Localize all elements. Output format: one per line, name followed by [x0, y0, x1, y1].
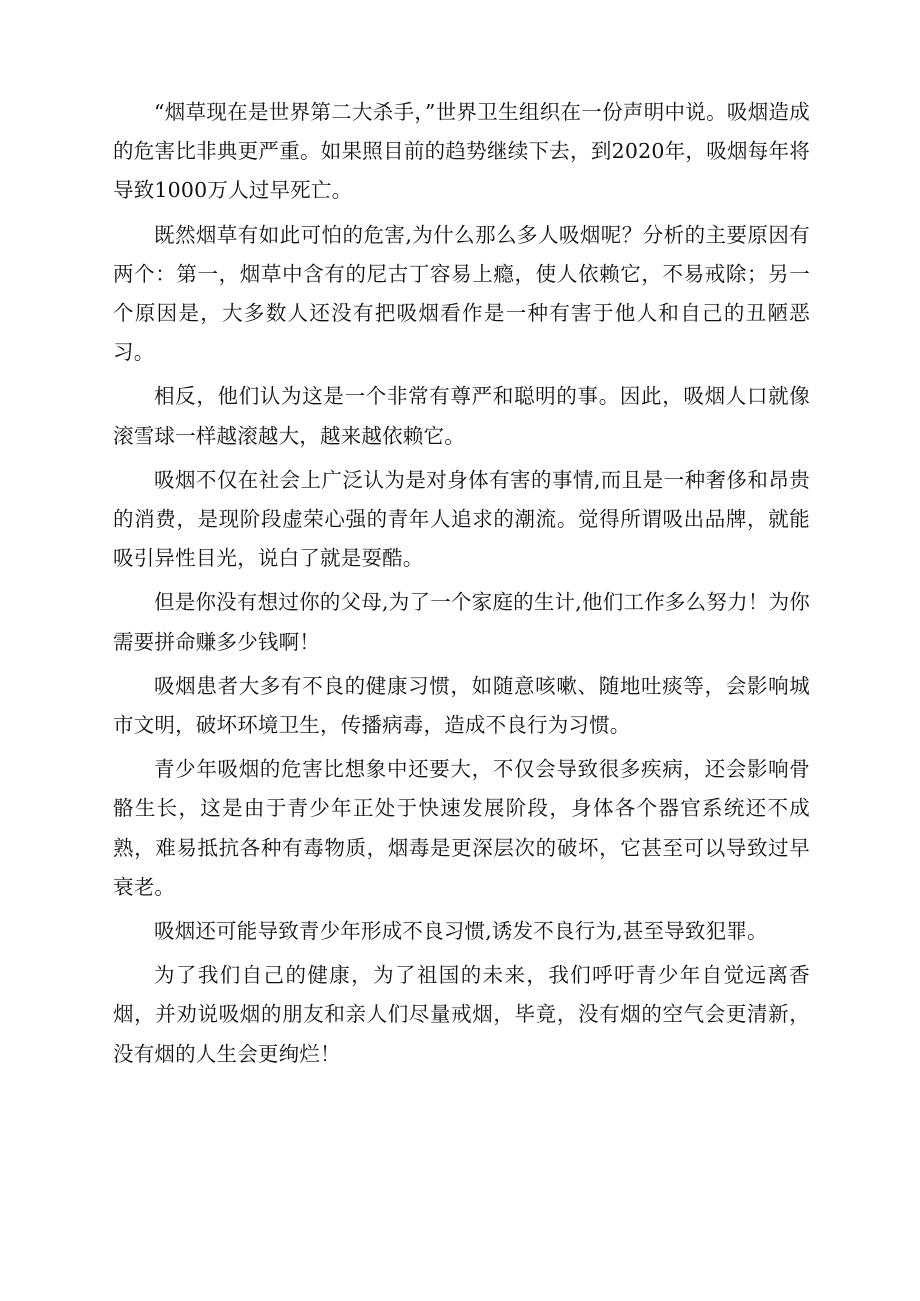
paragraph-5: 但是你没有想过你的父母,为了一个家庭的生计,他们工作多么努力！为你需要拼命赚多少钱啊！: [113, 590, 810, 654]
paragraph-1: “烟草现在是世界第二大杀手，”世界卫生组织在一份声明中说。吸烟造成的危害比非典更严重。如果照目前的趋势继续下去，到2020年，吸烟每年将导致1000万人过早死亡。: [113, 100, 810, 203]
paragraph-7: 青少年吸烟的危害比想象中还要大，不仅会导致很多疾病，还会影响骨骼生长，这是由于青少年正处于快速发展阶段，身体各个器官系统还不成熟，难易抵抗各种有毒物质，烟毒是更深层次的破坏，它甚至可以导致过早衰老。: [113, 757, 810, 899]
document-body: [113, 93, 810, 1079]
paragraph-9: 为了我们自己的健康，为了祖国的未来，我们呼吁青少年自觉远离香烟，并劝说吸烟的朋友和亲人们尽量戒烟，毕竟，没有烟的空气会更清新，没有烟的人生会更绚烂！: [113, 963, 810, 1066]
paragraph-2: 既然烟草有如此可怕的危害,为什么那么多人吸烟呢？分析的主要原因有两个：第一，烟草中含有的尼古丁容易上瘾，使人依赖它，不易戒除；另一个原因是，大多数人还没有把吸烟看作是一种有害于他人和自己的丑陋恶习。: [113, 222, 810, 365]
paragraph-3: 相反，他们认为这是一个非常有尊严和聪明的事。因此，吸烟人口就像滚雪球一样越滚越大，越来越依赖它。: [113, 384, 810, 448]
paragraph-4: 吸烟不仅在社会上广泛认为是对身体有害的事情,而且是一种奢侈和昂贵的消费，是现阶段虚荣心强的青年人追求的潮流。觉得所谓吸出品牌，就能吸引异性目光，说白了就是耍酷。: [113, 467, 810, 571]
paragraph-6: 吸烟患者大多有不良的健康习惯，如随意咳嗽、随地吐痰等，会影响城市文明，破坏环境卫生，传播病毒，造成不良行为习惯。: [113, 673, 810, 738]
paragraph-8: 吸烟还可能导致青少年形成不良习惯,诱发不良行为,甚至导致犯罪。: [154, 919, 768, 944]
